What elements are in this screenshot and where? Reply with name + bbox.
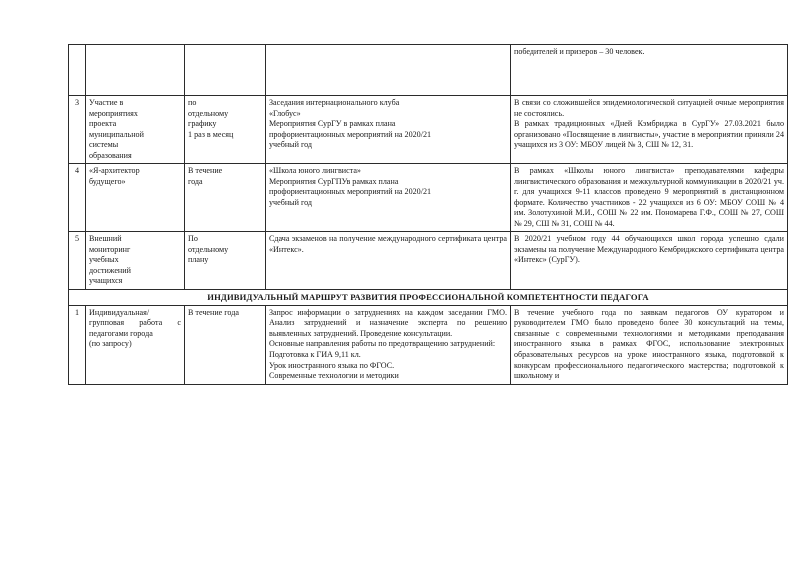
text-line: учебный год xyxy=(269,140,313,150)
text-line: года xyxy=(188,176,203,186)
text-line: «Глобус» xyxy=(269,108,301,118)
row-timeframe xyxy=(185,232,266,290)
row-result xyxy=(511,164,788,232)
table-row xyxy=(69,232,788,290)
text-paragraph: Индивидуальная/ групповая работа с педагогами города xyxy=(89,307,181,338)
activity-plan-table xyxy=(68,44,788,385)
row-content xyxy=(266,232,511,290)
row-result: победителей и призеров – 30 человек. xyxy=(511,45,788,96)
row-timeframe xyxy=(185,164,266,232)
row-content xyxy=(266,45,511,96)
text-line: «Я-архитектор xyxy=(89,166,140,176)
text-line: отдельному xyxy=(188,244,229,254)
text-paragraph: В 2020/21 учебном году 44 обучающихся школ города успешно сдали экзамены на получение Международного Кембриджского сертификата центра «Интекс» (СурГУ). xyxy=(514,234,784,265)
table-row xyxy=(69,305,788,384)
text-line: профориентационных мероприятий на 2020/21 xyxy=(269,187,432,197)
row-direction xyxy=(86,45,185,96)
text-line: муниципальной xyxy=(89,129,144,139)
table-row xyxy=(69,164,788,232)
text-line: В течение xyxy=(188,166,223,176)
row-number: 1 xyxy=(69,305,86,384)
text-paragraph: Запрос информации о затруднениях на каждом заседании ГМО. Анализ затруднений и назначение эксперта по решению выявленных затруднений. Проведение консультации. xyxy=(269,307,507,338)
text-line: учебных xyxy=(89,255,119,265)
row-result xyxy=(511,305,788,384)
text-line: Участие в xyxy=(89,98,124,107)
text-paragraph: Сдача экзаменов на получение международного сертификата центра «Интекс». xyxy=(269,234,507,254)
row-result xyxy=(511,232,788,290)
text-line: мероприятиях xyxy=(89,108,138,118)
text-line: 1 раз в месяц xyxy=(188,129,234,139)
text-line: отдельному xyxy=(188,108,229,118)
text-paragraph: В течение учебного года по заявкам педагогов ОУ куратором и руководителем ГМО было проведено более 30 консультаций на темы, связанные с современными технологиями и методиками преподавания иностранного языка в рамках ФГОС, использование электронных образовательных ресурсов на уроке иностранного языка, подготовкой к конкурсам профессионального педагогического мастерства; подготовкой к школьному и xyxy=(514,307,784,381)
text-line: По xyxy=(188,234,198,244)
section-title: ИНДИВИДУАЛЬНЫЙ МАРШРУТ РАЗВИТИЯ ПРОФЕССИОНАЛЬНОЙ КОМПЕТЕНТНОСТИ ПЕДАГОГА xyxy=(69,289,788,305)
text-line: Внешний xyxy=(89,234,122,244)
text-line: Мероприятия СурГУ в рамках плана xyxy=(269,119,396,129)
text-line: Мероприятия СурГПУв рамках плана xyxy=(269,176,399,186)
row-direction xyxy=(86,305,185,384)
text-paragraph: В рамках «Школы юного лингвиста» преподавателями кафедры лингвистического образования и межкультурной коммуникации в 2020/21 уч. г. для учащихся 9-11 классов проведено 9 мероприятий в дистанционном формате. Количество участников - 22 учащихся из 6 ОУ: МБОУ СОШ № 4 им. Золотухиной М.И., СОШ № 22 им. Пономарева Г.Ф., СОШ № 27, СОШ № 29, СШ № 31, СОШ № 44. xyxy=(514,166,784,228)
text-line: проекта xyxy=(89,119,117,129)
text-paragraph: Основные направления работы по предотвращению затруднений: xyxy=(269,339,496,349)
text-line: по xyxy=(188,98,197,107)
row-timeframe xyxy=(185,45,266,96)
text-paragraph: В связи со сложившейся эпидемиологической ситуацией очные мероприятия не состоялись. xyxy=(514,98,784,118)
text-line: учебный год xyxy=(269,197,313,207)
text-line: достижений xyxy=(89,265,131,275)
text-line: образования xyxy=(89,150,132,160)
text-line: Урок иностранного языка по ФГОС. xyxy=(269,360,395,370)
text-line: мониторинг xyxy=(89,244,131,254)
text-line: системы xyxy=(89,140,119,150)
text-line: «Школа юного лингвиста» xyxy=(269,166,361,176)
row-number: 3 xyxy=(69,96,86,164)
row-timeframe xyxy=(185,96,266,164)
text-line: Заседания интернационального клуба xyxy=(269,98,400,107)
text-line: плану xyxy=(188,255,209,265)
row-content xyxy=(266,164,511,232)
row-number: 5 xyxy=(69,232,86,290)
row-content xyxy=(266,96,511,164)
row-result xyxy=(511,96,788,164)
text-line: графику xyxy=(188,119,217,129)
table-row xyxy=(69,45,788,96)
row-timeframe xyxy=(185,305,266,384)
text-paragraph: Современные технологии и методики xyxy=(269,371,399,381)
text-paragraph: В течение года xyxy=(188,307,239,317)
text-line: Подготовка к ГИА 9,11 кл. xyxy=(269,350,361,359)
table-row xyxy=(69,96,788,164)
text-paragraph: В рамках традиционных «Дней Кэмбриджа в СурГУ» 27.03.2021 было организовано «Посвящение в лингвисты», участие в мероприятии приняли 24 учащихся из 3 ОУ: МБОУ лицей № 3, СШ № 12, 31. xyxy=(514,119,784,150)
row-content xyxy=(266,305,511,384)
row-direction xyxy=(86,96,185,164)
text-line: профориентационных мероприятий на 2020/21 xyxy=(269,129,432,139)
row-number: 4 xyxy=(69,164,86,232)
section-header-row xyxy=(69,289,788,305)
row-direction xyxy=(86,164,185,232)
row-number xyxy=(69,45,86,96)
text-line: учащихся xyxy=(89,276,123,286)
row-direction xyxy=(86,232,185,290)
text-line: будущего» xyxy=(89,176,126,186)
text-line: (по запросу) xyxy=(89,339,132,349)
